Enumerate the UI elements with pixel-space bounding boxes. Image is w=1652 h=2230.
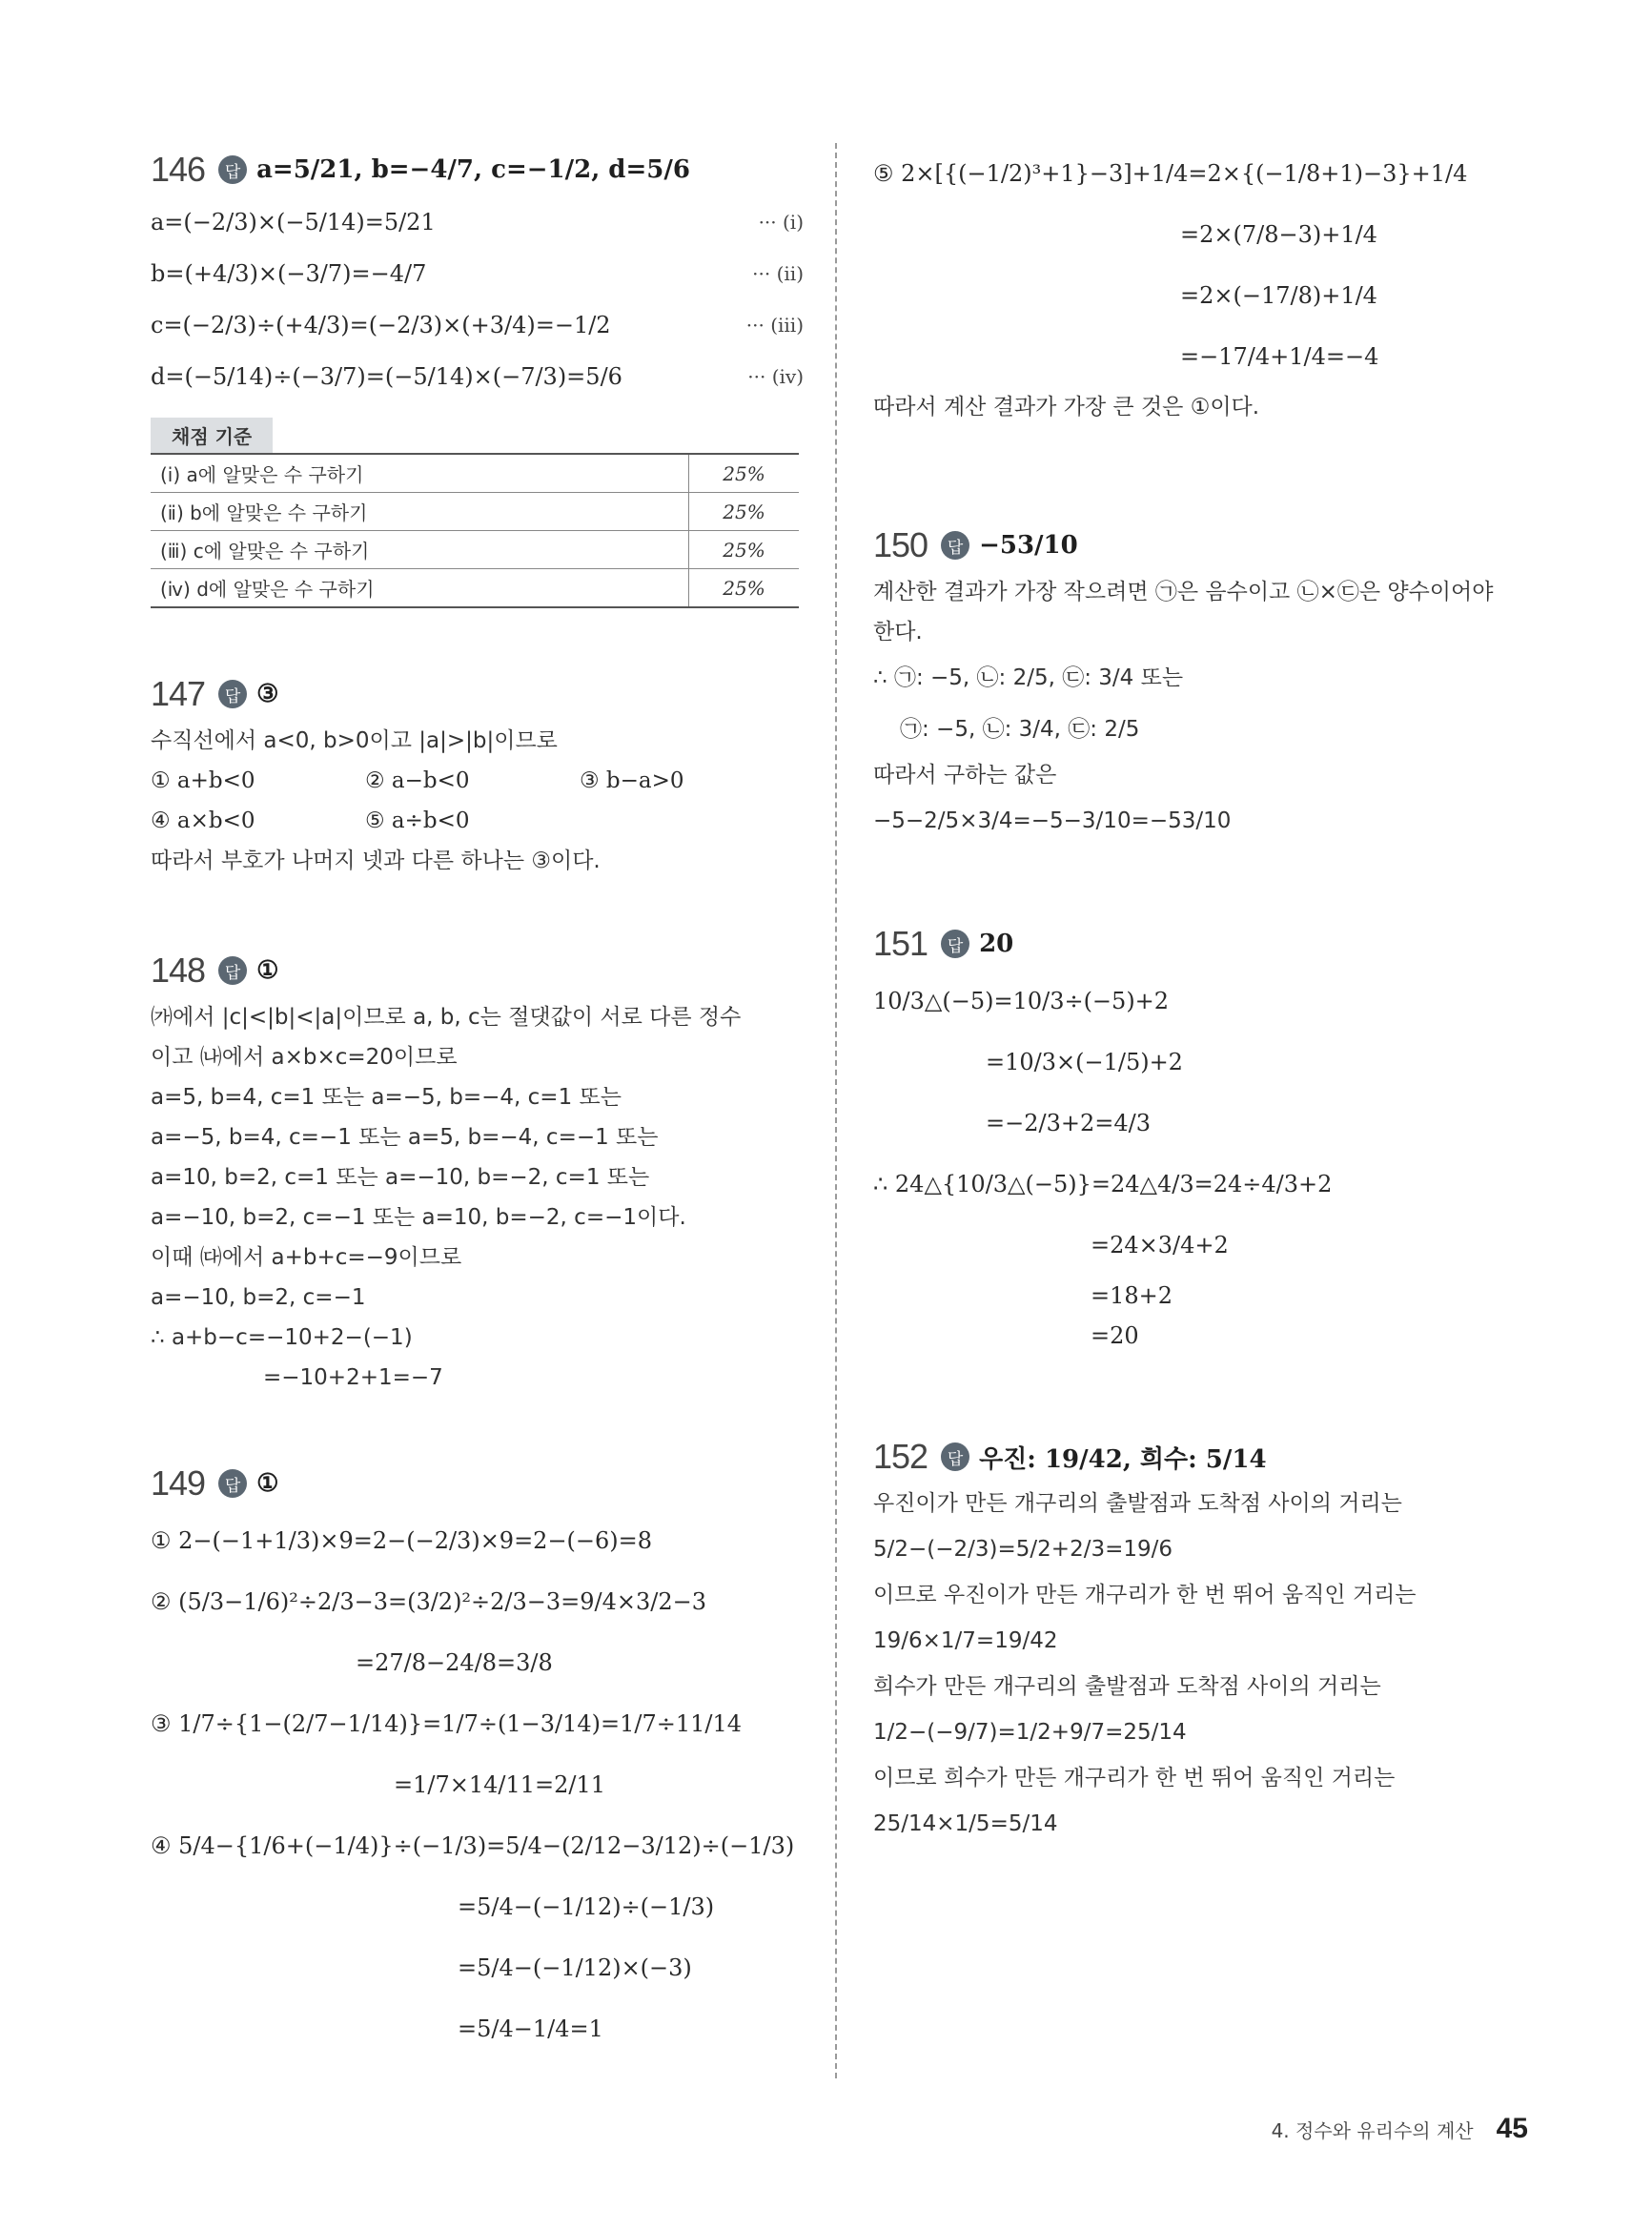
solution-line: ㉠: −5, ㉡: 3/4, ㉢: 2/5 [900,717,1140,742]
solution-line: 이고 ㈏에서 a×b×c=20이므로 [151,1045,458,1070]
left-column [151,143,804,2059]
option: ② a−b<0 [365,768,470,793]
solution-line: 이므로 희수가 만든 개구리가 한 번 뛰어 움직인 거리는 [873,1766,1396,1790]
table-row: (ⅲ) c에 알맞은 수 구하기 25% [151,531,799,569]
conclusion: 따라서 계산 결과가 가장 큰 것은 ①이다. [873,395,1260,419]
solution-line: 이므로 우진이가 만든 개구리가 한 번 뛰어 움직인 거리는 [873,1583,1417,1607]
problem-header [151,1457,804,1510]
problem-header [151,667,804,721]
solution-line: =−10+2+1=−7 [263,1365,443,1390]
problem-number: 152 [873,1437,928,1476]
grading-title: 채점 기준 [151,418,273,453]
answer-text: ① [256,1469,279,1498]
solution-line: =1/7×14/11=2/11 [394,1771,606,1798]
solution-line: ④ 5/4−{1/6+(−1/4)}÷(−1/3)=5/4−(2/12−3/12)÷(−1/3) [151,1832,795,1859]
problem-number: 150 [873,525,928,564]
solution-line: 19/6×1/7=19/42 [873,1628,1058,1653]
solution-line: 25/14×1/5=5/14 [873,1811,1058,1836]
solution-line: a=−5, b=4, c=−1 또는 a=5, b=−4, c=−1 또는 [151,1125,659,1150]
problem-148 [151,944,804,1398]
problem-152 [873,1430,1531,1850]
solution-line: 계산한 결과가 가장 작으려면 ㉠은 음수이고 ㉡×㉢은 양수이어야 [873,580,1494,604]
solution-line: 한다. [873,620,923,644]
solution-line: a=−10, b=2, c=−1 또는 a=10, b=−2, c=−1이다. [151,1205,686,1230]
solution-line: 수직선에서 a<0, b>0이고 |a|>|b|이므로 [151,728,558,753]
answer-text: ① [256,956,279,985]
solution-line: =5/4−(−1/12)×(−3) [458,1954,692,1981]
option: ③ b−a>0 [580,768,684,793]
solution-line: c=(−2/3)÷(+4/3)=(−2/3)×(+3/4)=−1/2 ··· (ⅲ) [151,312,804,338]
conclusion: 따라서 부호가 나머지 넷과 다른 하나는 ③이다. [151,849,601,873]
answer-text: a=5/21, b=−4/7, c=−1/2, d=5/6 [256,155,690,184]
answer-text: 20 [979,930,1014,958]
chapter-title: 4. 정수와 유리수의 계산 [1271,2119,1474,2142]
problem-number: 148 [151,951,206,990]
page-footer [1272,2113,1528,2145]
solution-line: d=(−5/14)÷(−3/7)=(−5/14)×(−7/3)=5/6 ··· (ⅳ) [151,363,804,390]
answer-badge: 답 [218,1469,247,1498]
table-row: (ⅰ) a에 알맞은 수 구하기 25% [151,454,799,493]
solution-line: a=5, b=4, c=1 또는 a=−5, b=−4, c=1 또는 [151,1085,622,1110]
problem-header [873,1430,1531,1483]
problem-146 [151,143,804,608]
solution-line: =2×(7/8−3)+1/4 [1180,221,1377,248]
grading-table [151,453,799,608]
solution-line: ∴ 24△{10/3△(−5)}=24△4/3=24÷4/3+2 [873,1171,1333,1197]
column-divider [835,143,837,2078]
solution-line: −5−2/5×3/4=−5−3/10=−53/10 [873,808,1232,833]
solution-line: 이때 ㈐에서 a+b+c=−9이므로 [151,1245,462,1270]
answer-badge: 답 [941,930,969,958]
problem-header [873,917,1531,971]
solution-line: =24×3/4+2 [1091,1232,1229,1258]
answer-badge: 답 [941,1442,969,1471]
solution-line: =20 [1091,1322,1139,1349]
solution-line: =−17/4+1/4=−4 [1180,343,1379,370]
option: ① a+b<0 [151,768,255,793]
answer-text: ③ [256,680,279,708]
solution-line: =10/3×(−1/5)+2 [986,1049,1183,1075]
solution-line: 5/2−(−2/3)=5/2+2/3=19/6 [873,1537,1173,1562]
options-row [151,801,804,841]
problem-149 [151,1457,804,2059]
problem-header [873,519,1531,572]
solution-line: ㈎에서 |c|<|b|<|a|이므로 a, b, c는 절댓값이 서로 다른 정수 [151,1005,742,1030]
solution-line: =5/4−(−1/12)÷(−1/3) [458,1893,715,1920]
answer-badge: 답 [218,680,247,708]
solution-line: ⑤ 2×[{(−1/2)³+1}−3]+1/4=2×{(−1/8+1)−3}+1/4 [873,160,1468,187]
right-column [873,143,1531,1850]
solution-line: a=10, b=2, c=1 또는 a=−10, b=−2, c=1 또는 [151,1165,650,1190]
answer-text: 우진: 19/42, 희수: 5/14 [979,1444,1267,1474]
solution-line: 우진이가 만든 개구리의 출발점과 도착점 사이의 거리는 [873,1491,1402,1516]
problem-header [151,143,804,196]
answer-text: −53/10 [979,531,1078,560]
problem-151 [873,917,1531,1356]
problem-147 [151,667,804,881]
solution-line: 따라서 구하는 값은 [873,763,1057,788]
problem-number: 146 [151,150,206,189]
solution-line: =5/4−1/4=1 [458,2015,603,2042]
problem-number: 149 [151,1463,206,1503]
solution-line: ∴ ㉠: −5, ㉡: 2/5, ㉢: 3/4 또는 [873,665,1184,690]
solution-line: 10/3△(−5)=10/3÷(−5)+2 [873,988,1170,1014]
answer-badge: 답 [218,155,247,184]
solution-line: =−2/3+2=4/3 [986,1110,1151,1136]
solution-line: 1/2−(−9/7)=1/2+9/7=25/14 [873,1720,1187,1745]
answer-badge: 답 [941,531,969,560]
problem-149-continued [873,143,1531,427]
problem-150 [873,519,1531,847]
problem-header [151,944,804,997]
solution-line: =27/8−24/8=3/8 [356,1649,553,1676]
solution-line: a=−10, b=2, c=−1 [151,1285,366,1310]
solution-line: a=(−2/3)×(−5/14)=5/21 ··· (ⅰ) [151,209,804,235]
option: ④ a×b<0 [151,808,255,833]
answer-badge: 답 [218,956,247,985]
solution-line: ① 2−(−1+1/3)×9=2−(−2/3)×9=2−(−6)=8 [151,1527,653,1554]
table-row: (ⅱ) b에 알맞은 수 구하기 25% [151,493,799,531]
solution-line: =18+2 [1091,1282,1173,1309]
problem-number: 151 [873,924,928,963]
solution-line: b=(+4/3)×(−3/7)=−4/7 ··· (ⅱ) [151,260,804,287]
solution-line: ∴ a+b−c=−10+2−(−1) [151,1325,413,1350]
table-row: (ⅳ) d에 알맞은 수 구하기 25% [151,569,799,608]
solution-line: ② (5/3−1/6)²÷2/3−3=(3/2)²÷2/3−3=9/4×3/2−3 [151,1588,707,1615]
solution-line: ③ 1/7÷{1−(2/7−1/14)}=1/7÷(1−3/14)=1/7÷11/14 [151,1710,743,1737]
option: ⑤ a÷b<0 [365,808,470,833]
page-number: 45 [1496,2113,1528,2144]
problem-number: 147 [151,674,206,713]
options-row [151,761,804,801]
solution-line: 희수가 만든 개구리의 출발점과 도착점 사이의 거리는 [873,1674,1381,1699]
solution-line: =2×(−17/8)+1/4 [1180,282,1377,309]
